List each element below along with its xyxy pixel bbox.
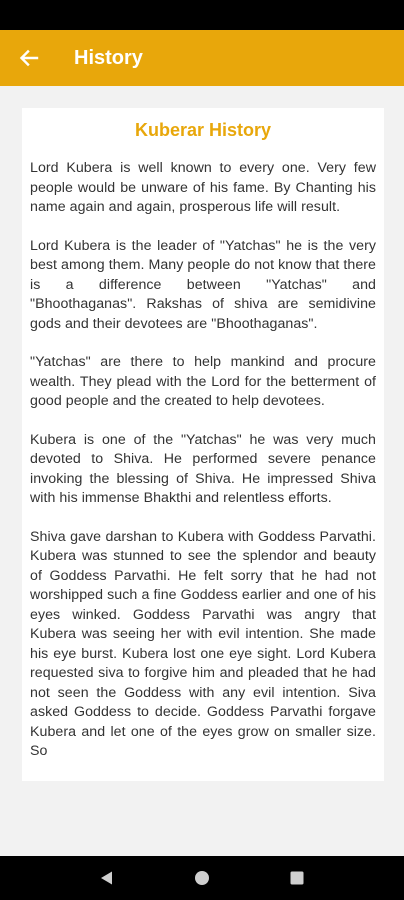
article-title: Kuberar History [134,120,272,140]
nav-back-button[interactable] [85,856,129,900]
status-bar [0,0,404,30]
app-bar [0,30,404,86]
nav-recents-button[interactable] [275,856,319,900]
page-title: History [74,46,143,69]
nav-home-button[interactable] [180,856,224,900]
article-paragraph: Kubera is one of the "Yatchas" he was very much devoted to Shiva. He performed severe penance invoking the blessing of Shiva. He impressed Shiva with his immense Bhakthi and relentless efforts. [30,431,376,506]
circle-home-icon [194,870,210,886]
content-scroll-area[interactable] [0,86,404,856]
article-paragraph: Shiva gave darshan to Kubera with Goddess Parvathi. Kubera was stunned to see the splendor and beauty of Goddess Parvathi. He felt sorry that he had not worshipped such a fine Goddess earlier and one of his eyes winked. Goddess Parvathi was angry that Kubera was seeing her with evil intention. She made his eye burst. Kubera lost one eye sight. Lord Kubera requested siva to forgive him and pleaded that he had not seen the Goddess with any evil intention. Siva asked Goddess to decide. Goddess Parvathi forgave Kubera and let one of the eyes grow on smaller size. So [30,528,376,759]
arrow-left-icon [19,48,39,68]
article-card [22,108,384,781]
system-nav-bar [0,856,404,900]
article-paragraph: "Yatchas" are there to help mankind and procure wealth. They plead with the Lord for the betterment of good people and the created to help devotees. [30,354,376,409]
square-recents-icon [289,870,305,886]
article-paragraph: Lord Kubera is the leader of "Yatchas" he is the very best among them. Many people do not know that there is a difference between "Yatchas" and "Bhoothaganas". Rakshas of shiva are semidivine gods and their devotees are "Bhoothaganas". [30,237,376,332]
triangle-back-icon [99,870,115,886]
article-paragraph: Lord Kubera is well known to every one. Very few people would be unware of his fame. By Chanting his name again and again, prosperous life will result. [30,160,376,215]
back-button[interactable] [0,30,58,86]
